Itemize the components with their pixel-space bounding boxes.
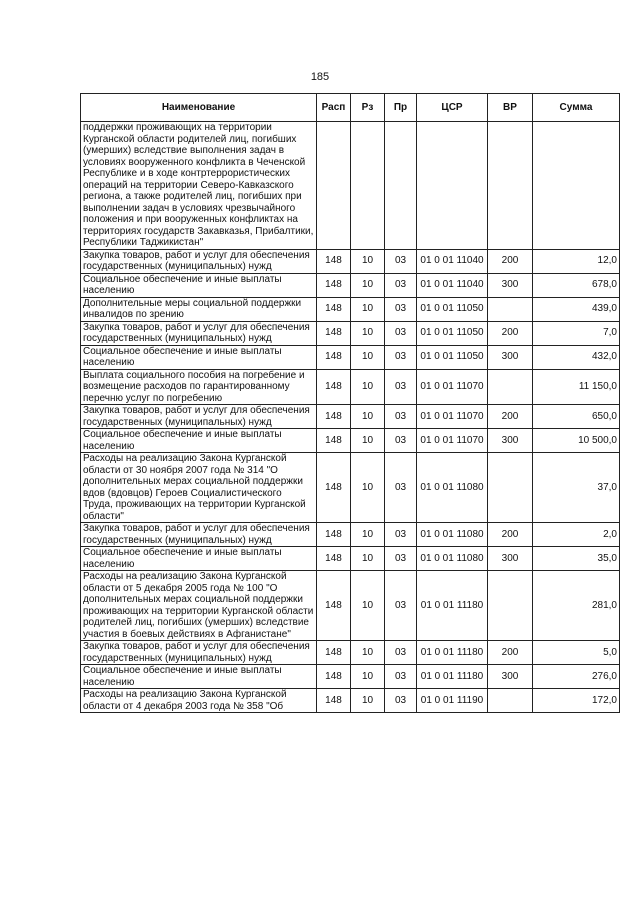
cell-name: Закупка товаров, работ и услуг для обеспечения государственных (муниципальных) нужд — [81, 523, 317, 547]
cell-rasp: 148 — [317, 665, 351, 689]
cell-vr — [488, 297, 533, 321]
cell-csr: 01 0 01 11050 — [417, 345, 488, 369]
cell-sum: 5,0 — [533, 641, 620, 665]
cell-rz: 10 — [351, 321, 385, 345]
cell-sum: 11 150,0 — [533, 369, 620, 405]
table-row — [81, 429, 620, 453]
table-row — [81, 249, 620, 273]
cell-pr: 03 — [385, 273, 417, 297]
cell-vr: 200 — [488, 641, 533, 665]
cell-sum: 678,0 — [533, 273, 620, 297]
cell-rz: 10 — [351, 547, 385, 571]
header-name: Наименование — [81, 94, 317, 122]
cell-vr: 300 — [488, 273, 533, 297]
cell-rasp: 148 — [317, 297, 351, 321]
cell-rasp: 148 — [317, 571, 351, 641]
cell-sum: 650,0 — [533, 405, 620, 429]
cell-rasp: 148 — [317, 345, 351, 369]
cell-sum: 276,0 — [533, 665, 620, 689]
cell-rasp: 148 — [317, 547, 351, 571]
cell-sum: 35,0 — [533, 547, 620, 571]
header-csr: ЦСР — [417, 94, 488, 122]
cell-sum: 2,0 — [533, 523, 620, 547]
cell-vr: 200 — [488, 405, 533, 429]
cell-vr — [488, 369, 533, 405]
cell-pr: 03 — [385, 453, 417, 523]
cell-pr: 03 — [385, 523, 417, 547]
cell-vr: 200 — [488, 321, 533, 345]
cell-pr: 03 — [385, 571, 417, 641]
cell-csr: 01 0 01 11180 — [417, 571, 488, 641]
cell-csr: 01 0 01 11180 — [417, 641, 488, 665]
cell-vr: 300 — [488, 429, 533, 453]
table-row — [81, 523, 620, 547]
cell-name: Закупка товаров, работ и услуг для обеспечения государственных (муниципальных) нужд — [81, 641, 317, 665]
cell-pr: 03 — [385, 345, 417, 369]
header-sum: Сумма — [533, 94, 620, 122]
cell-vr: 300 — [488, 547, 533, 571]
cell-pr: 03 — [385, 641, 417, 665]
cell-csr: 01 0 01 11190 — [417, 689, 488, 713]
cell-rasp: 148 — [317, 429, 351, 453]
cell-name: Закупка товаров, работ и услуг для обеспечения государственных (муниципальных) нужд — [81, 249, 317, 273]
cell-rz: 10 — [351, 523, 385, 547]
cell-name: Социальное обеспечение и иные выплаты населению — [81, 273, 317, 297]
header-pr: Пр — [385, 94, 417, 122]
cell-pr: 03 — [385, 297, 417, 321]
cell-rasp: 148 — [317, 689, 351, 713]
table-row — [81, 297, 620, 321]
cell-csr: 01 0 01 11050 — [417, 297, 488, 321]
cell-csr: 01 0 01 11080 — [417, 547, 488, 571]
cell-sum: 10 500,0 — [533, 429, 620, 453]
cell-rz: 10 — [351, 345, 385, 369]
table-row — [81, 345, 620, 369]
cell-name: Социальное обеспечение и иные выплаты населению — [81, 345, 317, 369]
cell-pr: 03 — [385, 429, 417, 453]
cell-vr: 200 — [488, 523, 533, 547]
cell-rz: 10 — [351, 273, 385, 297]
table-row — [81, 369, 620, 405]
cell-name: Социальное обеспечение и иные выплаты населению — [81, 547, 317, 571]
cell-rz: 10 — [351, 689, 385, 713]
cell-name: Расходы на реализацию Закона Курганской области от 4 декабря 2003 года № 358 "Об — [81, 689, 317, 713]
cell-sum: 439,0 — [533, 297, 620, 321]
cell-pr: 03 — [385, 665, 417, 689]
cell-name: Социальное обеспечение и иные выплаты населению — [81, 429, 317, 453]
cell-rasp: 148 — [317, 273, 351, 297]
cell-rz: 10 — [351, 571, 385, 641]
cell-vr: 200 — [488, 249, 533, 273]
cell-name: Расходы на реализацию Закона Курганской области от 5 декабря 2005 года № 100 "О дополнительных мерах социальной поддержки проживающих на территории Курганской области родителей лиц, погибших (умерших) вследствие участия в боевых действиях в Афганистане" — [81, 571, 317, 641]
table-row — [81, 689, 620, 713]
cell-rasp: 148 — [317, 369, 351, 405]
cell-rasp: 148 — [317, 453, 351, 523]
cell-csr: 01 0 01 11070 — [417, 405, 488, 429]
cell-vr — [488, 122, 533, 250]
cell-name: Социальное обеспечение и иные выплаты населению — [81, 665, 317, 689]
table-row — [81, 122, 620, 250]
cell-name: Закупка товаров, работ и услуг для обеспечения государственных (муниципальных) нужд — [81, 321, 317, 345]
table-row — [81, 453, 620, 523]
cell-csr — [417, 122, 488, 250]
cell-rasp: 148 — [317, 405, 351, 429]
cell-vr — [488, 453, 533, 523]
cell-sum: 12,0 — [533, 249, 620, 273]
table-row — [81, 405, 620, 429]
cell-name: Закупка товаров, работ и услуг для обеспечения государственных (муниципальных) нужд — [81, 405, 317, 429]
cell-sum: 37,0 — [533, 453, 620, 523]
cell-csr: 01 0 01 11040 — [417, 273, 488, 297]
cell-sum: 432,0 — [533, 345, 620, 369]
header-rz: Рз — [351, 94, 385, 122]
cell-csr: 01 0 01 11070 — [417, 429, 488, 453]
cell-vr: 300 — [488, 345, 533, 369]
cell-pr: 03 — [385, 689, 417, 713]
page-number: 185 — [310, 71, 330, 83]
cell-sum: 7,0 — [533, 321, 620, 345]
cell-rz: 10 — [351, 641, 385, 665]
table-row — [81, 665, 620, 689]
cell-vr — [488, 689, 533, 713]
table-header-row — [81, 94, 620, 122]
cell-csr: 01 0 01 11040 — [417, 249, 488, 273]
cell-rz — [351, 122, 385, 250]
cell-name: поддержки проживающих на территории Курганской области родителей лиц, погибших (умерших) вследствие выполнения задач в условиях вооруженного конфликта в Чеченской Республике и в ходе контртеррористических операций на территории Северо-Кавказского региона, а также родителей лиц, погибших при выполнении задач в условиях чрезвычайного положения и при вооруженных конфликтах на территориях государств Закавказья, Прибалтики, Республики Таджикистан" — [81, 122, 317, 250]
cell-rz: 10 — [351, 297, 385, 321]
cell-vr: 300 — [488, 665, 533, 689]
header-rasp: Расп — [317, 94, 351, 122]
cell-rasp: 148 — [317, 321, 351, 345]
cell-rasp: 148 — [317, 641, 351, 665]
table-row — [81, 571, 620, 641]
cell-name: Выплата социального пособия на погребение и возмещение расходов по гарантированному перечню услуг по погребению — [81, 369, 317, 405]
cell-csr: 01 0 01 11050 — [417, 321, 488, 345]
cell-rasp: 148 — [317, 249, 351, 273]
cell-rz: 10 — [351, 249, 385, 273]
table-row — [81, 547, 620, 571]
cell-rz: 10 — [351, 405, 385, 429]
cell-csr: 01 0 01 11080 — [417, 523, 488, 547]
table-row — [81, 641, 620, 665]
cell-pr: 03 — [385, 547, 417, 571]
cell-vr — [488, 571, 533, 641]
cell-rasp: 148 — [317, 523, 351, 547]
cell-sum: 281,0 — [533, 571, 620, 641]
header-vr: ВР — [488, 94, 533, 122]
cell-rz: 10 — [351, 369, 385, 405]
cell-rz: 10 — [351, 453, 385, 523]
budget-table — [80, 93, 620, 713]
cell-pr: 03 — [385, 405, 417, 429]
cell-pr: 03 — [385, 249, 417, 273]
cell-rz: 10 — [351, 429, 385, 453]
table-row — [81, 273, 620, 297]
cell-rasp — [317, 122, 351, 250]
cell-pr: 03 — [385, 321, 417, 345]
cell-csr: 01 0 01 11070 — [417, 369, 488, 405]
cell-pr: 03 — [385, 369, 417, 405]
cell-name: Расходы на реализацию Закона Курганской области от 30 ноября 2007 года № 314 "О дополнительных мерах социальной поддержки вдов (вдовцов) Героев Социалистического Труда, проживающих на территории Курганской области" — [81, 453, 317, 523]
cell-rz: 10 — [351, 665, 385, 689]
cell-csr: 01 0 01 11180 — [417, 665, 488, 689]
table-row — [81, 321, 620, 345]
cell-pr — [385, 122, 417, 250]
cell-name: Дополнительные меры социальной поддержки инвалидов по зрению — [81, 297, 317, 321]
cell-sum — [533, 122, 620, 250]
cell-csr: 01 0 01 11080 — [417, 453, 488, 523]
cell-sum: 172,0 — [533, 689, 620, 713]
